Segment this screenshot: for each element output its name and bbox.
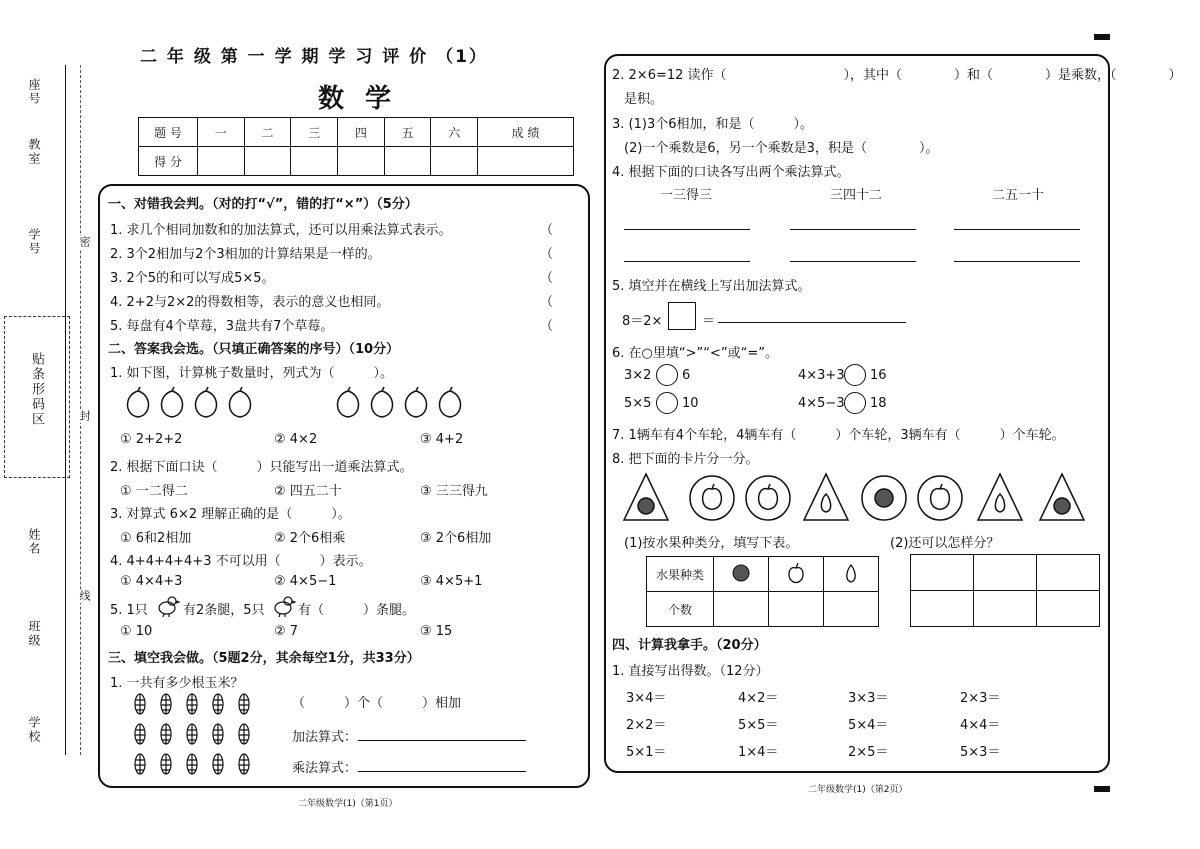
count-cell[interactable] bbox=[824, 592, 879, 627]
calc-item[interactable]: 5×1＝ bbox=[626, 745, 667, 760]
fill-q5: 5. 填空并在横线上写出加法算式。 bbox=[612, 279, 811, 294]
corn-icon bbox=[135, 694, 145, 714]
compare-left-3: 5×5 bbox=[624, 396, 652, 411]
q4-option-1[interactable]: ① 4×4+3 bbox=[120, 574, 183, 589]
class-label: 班级 bbox=[27, 620, 41, 648]
calc-item[interactable]: 3×3＝ bbox=[848, 691, 889, 706]
page2-footer: 二年级数学(1)（第2页） bbox=[808, 785, 908, 795]
corn-icon bbox=[187, 754, 197, 774]
school-label: 学校 bbox=[27, 716, 41, 744]
corn-icon bbox=[213, 724, 223, 744]
score-table bbox=[138, 117, 574, 176]
compare-circle[interactable] bbox=[844, 392, 866, 414]
score-header-cell: 成 绩 bbox=[478, 118, 574, 147]
q5-expression: 8＝2× bbox=[622, 314, 663, 329]
calc-item[interactable]: 5×5＝ bbox=[738, 718, 779, 733]
q1-option-1[interactable]: ① 2+2+2 bbox=[120, 432, 183, 447]
triangle-card-durian-icon bbox=[1040, 474, 1084, 520]
registration-mark bbox=[1094, 786, 1110, 792]
triangle-card-durian-icon bbox=[624, 474, 668, 520]
rhyme-3: 二五一十 bbox=[992, 188, 1045, 203]
q1-option-3[interactable]: ③ 4+2 bbox=[420, 432, 464, 447]
fill-q6: 6. 在○里填“>”“<”或“=”。 bbox=[612, 346, 778, 361]
rhyme-answer-line[interactable] bbox=[790, 229, 916, 230]
peach-group-left bbox=[122, 385, 262, 421]
rhyme-answer-line[interactable] bbox=[954, 261, 1080, 262]
multiplication-answer-line[interactable] bbox=[358, 771, 526, 772]
compare-left-4: 4×5−3 bbox=[798, 396, 845, 411]
corn-icon bbox=[187, 694, 197, 714]
corn-icon bbox=[213, 754, 223, 774]
grouping-cell[interactable] bbox=[974, 555, 1037, 591]
judge-item-4: 4. 2+2与2×2的得数相等，表示的意义也相同。 bbox=[110, 295, 390, 310]
calc-item[interactable]: 3×4＝ bbox=[626, 691, 667, 706]
corn-icon bbox=[135, 754, 145, 774]
choice-q1: 1. 如下图，计算桃子数量时，列式为（ ）。 bbox=[110, 366, 394, 381]
registration-mark bbox=[1094, 34, 1110, 40]
choice-q5-part3: 有（ ）条腿。 bbox=[298, 603, 416, 618]
room-label: 教室 bbox=[27, 138, 41, 166]
fill-q2-cont: 是积。 bbox=[624, 92, 664, 107]
circle-card-apple-icon bbox=[918, 476, 962, 520]
page1-footer: 二年级数学(1)（第1页） bbox=[298, 799, 398, 809]
grouping-cell[interactable] bbox=[911, 591, 974, 627]
grouping-cell[interactable] bbox=[1037, 555, 1100, 591]
corn-icon bbox=[239, 754, 249, 774]
score-cell[interactable] bbox=[244, 147, 291, 176]
fill-q3-part1: 3. (1)3个6相加，和是（ ）。 bbox=[612, 117, 813, 132]
score-header-cell: 四 bbox=[338, 118, 385, 147]
choice-q3: 3. 对算式 6×2 理解正确的是（ ）。 bbox=[110, 507, 351, 522]
q8-sub1: (1)按水果种类分，填写下表。 bbox=[624, 536, 799, 551]
chick-icon bbox=[270, 594, 296, 618]
compare-right-1: 6 bbox=[682, 368, 691, 383]
section4-title: 四、计算我拿手。（20分） bbox=[612, 638, 767, 653]
q5-answer-line[interactable] bbox=[718, 322, 906, 323]
circle-card-durian-icon bbox=[862, 476, 906, 520]
seal-char-3: 线 bbox=[78, 590, 91, 603]
fruit-cards bbox=[622, 472, 1092, 524]
count-row-label: 个数 bbox=[647, 592, 714, 627]
rhyme-answer-line[interactable] bbox=[624, 229, 750, 230]
fill-q4: 4. 根据下面的口诀各写出两个乘法算式。 bbox=[612, 165, 850, 180]
judge-item-5: 5. 每盘有4个草莓，3盘共有7个草莓。 bbox=[110, 319, 334, 334]
compare-right-3: 10 bbox=[682, 396, 699, 411]
student-number-label: 学号 bbox=[27, 228, 41, 256]
q2-option-1[interactable]: ① 一二得二 bbox=[120, 484, 188, 499]
rhyme-answer-line[interactable] bbox=[954, 229, 1080, 230]
answer-paren[interactable]: （ bbox=[540, 319, 554, 334]
corn-icon bbox=[161, 694, 171, 714]
choice-q5-part1: 5. 1只 bbox=[110, 603, 148, 618]
peach-icon bbox=[406, 387, 427, 417]
q4-option-3[interactable]: ③ 4×5+1 bbox=[420, 574, 483, 589]
apple-icon bbox=[769, 557, 824, 592]
seat-label: 座号 bbox=[27, 78, 41, 106]
score-header-cell: 三 bbox=[291, 118, 338, 147]
calc-item[interactable]: 2×3＝ bbox=[960, 691, 1001, 706]
q5-option-2[interactable]: ② 7 bbox=[274, 624, 299, 639]
triangle-card-pear-icon bbox=[978, 474, 1022, 520]
score-header-cell: 一 bbox=[198, 118, 245, 147]
circle-card-apple-icon bbox=[690, 476, 734, 520]
calc-item[interactable]: 4×4＝ bbox=[960, 718, 1001, 733]
score-header-cell: 六 bbox=[431, 118, 478, 147]
section2-title: 二、答案我会选。（只填正确答案的序号）（10分） bbox=[108, 342, 400, 357]
choice-q2: 2. 根据下面口诀（ ）只能写出一道乘法算式。 bbox=[110, 460, 413, 475]
answer-paren[interactable]: （ bbox=[540, 271, 554, 286]
corn-icon bbox=[239, 694, 249, 714]
fill-q8: 8. 把下面的卡片分一分。 bbox=[612, 452, 759, 467]
score-row-label: 得 分 bbox=[139, 147, 198, 176]
calc-item[interactable]: 1×4＝ bbox=[738, 745, 779, 760]
fill-q7: 7. 1辆车有4个车轮，4辆车有（ ）个车轮，3辆车有（ ）个车轮。 bbox=[612, 428, 1065, 443]
rhyme-2: 三四十二 bbox=[830, 188, 883, 203]
corn-icon bbox=[161, 724, 171, 744]
grouping-cell[interactable] bbox=[911, 555, 974, 591]
corn-grid bbox=[130, 692, 260, 776]
barcode-label: 贴条形码区 bbox=[29, 352, 44, 427]
rhyme-answer-line[interactable] bbox=[790, 261, 916, 262]
q3-option-2[interactable]: ② 2个6相乘 bbox=[274, 531, 346, 546]
corn-icon bbox=[135, 724, 145, 744]
name-label: 姓名 bbox=[27, 528, 41, 556]
peach-icon bbox=[196, 387, 217, 417]
choice-q5-part2: 有2条腿，5只 bbox=[183, 603, 265, 618]
peach-icon bbox=[372, 387, 393, 417]
q5-option-1[interactable]: ① 10 bbox=[120, 624, 153, 639]
judge-item-3: 3. 2个5的和可以写成5×5。 bbox=[110, 271, 275, 286]
q1-option-2[interactable]: ② 4×2 bbox=[274, 432, 318, 447]
answer-paren[interactable]: （ bbox=[540, 223, 554, 238]
calc-q1: 1. 直接写出得数。（12分） bbox=[612, 664, 769, 679]
peach-group-right bbox=[332, 385, 472, 421]
count-cell[interactable] bbox=[714, 592, 769, 627]
corn-icon bbox=[187, 724, 197, 744]
fruit-type-header: 水果种类 bbox=[647, 557, 714, 592]
grouping-cell[interactable] bbox=[974, 591, 1037, 627]
corn-icon bbox=[213, 694, 223, 714]
q2-option-3[interactable]: ③ 三三得九 bbox=[420, 484, 488, 499]
fruit-count-table bbox=[646, 556, 879, 627]
score-header-cell: 五 bbox=[384, 118, 431, 147]
peach-icon bbox=[230, 387, 251, 417]
calc-item[interactable]: 4×2＝ bbox=[738, 691, 779, 706]
q5-equals: ＝ bbox=[702, 314, 716, 329]
q3-option-3[interactable]: ③ 2个6相加 bbox=[420, 531, 492, 546]
calc-item[interactable]: 5×3＝ bbox=[960, 745, 1001, 760]
score-cell[interactable] bbox=[338, 147, 385, 176]
peach-icon bbox=[440, 387, 461, 417]
section1-title: 一、对错我会判。（对的打“√”，错的打“×”）（5分） bbox=[108, 197, 418, 212]
compare-left-2: 4×3+3 bbox=[798, 368, 845, 383]
section3-title: 三、填空我会做。（5题2分，其余每空1分，共33分） bbox=[108, 651, 420, 666]
chick-icon bbox=[154, 594, 180, 618]
calc-item[interactable]: 2×5＝ bbox=[848, 745, 889, 760]
fill-q1: 1. 一共有多少根玉米？ bbox=[110, 676, 244, 691]
q2-option-2[interactable]: ② 四五二十 bbox=[274, 484, 342, 499]
addition-answer-line[interactable] bbox=[358, 740, 526, 741]
fill-q2: 2. 2×6=12 读作（ ），其中（ ）和（ ）是乘数，（ ） bbox=[612, 68, 1182, 83]
rhyme-1: 一三得三 bbox=[660, 188, 713, 203]
calc-item[interactable]: 2×2＝ bbox=[626, 718, 667, 733]
compare-right-2: 16 bbox=[870, 368, 887, 383]
rhyme-answer-line[interactable] bbox=[624, 261, 750, 262]
score-cell[interactable] bbox=[384, 147, 431, 176]
q4-option-2[interactable]: ② 4×5−1 bbox=[274, 574, 337, 589]
compare-left-1: 3×2 bbox=[624, 368, 652, 383]
grouping-cell[interactable] bbox=[1037, 591, 1100, 627]
answer-paren[interactable]: （ bbox=[540, 247, 554, 262]
seal-char-1: 密 bbox=[78, 236, 91, 249]
score-cell[interactable] bbox=[478, 147, 574, 176]
peach-icon bbox=[338, 387, 359, 417]
score-cell[interactable] bbox=[291, 147, 338, 176]
answer-paren[interactable]: （ bbox=[540, 295, 554, 310]
addition-label: 加法算式： bbox=[292, 730, 358, 745]
compare-circle[interactable] bbox=[656, 392, 678, 414]
peach-icon bbox=[162, 387, 183, 417]
compare-circle[interactable] bbox=[844, 364, 866, 386]
score-header-cell: 题 号 bbox=[139, 118, 198, 147]
q3-option-1[interactable]: ① 6和2相加 bbox=[120, 531, 192, 546]
exam-title: 二 年 级 第 一 学 期 学 习 评 价 （1） bbox=[140, 47, 488, 67]
other-grouping-table bbox=[910, 554, 1100, 627]
score-cell[interactable] bbox=[431, 147, 478, 176]
judge-item-1: 1. 求几个相同加数和的加法算式，还可以用乘法算式表示。 bbox=[110, 223, 452, 238]
score-cell[interactable] bbox=[198, 147, 245, 176]
triangle-card-pear-icon bbox=[804, 474, 848, 520]
judge-item-2: 2. 3个2相加与2个3相加的计算结果是一样的。 bbox=[110, 247, 381, 262]
compare-right-4: 18 bbox=[870, 396, 887, 411]
fill-q3-part2: (2)一个乘数是6，另一个乘数是3，积是（ ）。 bbox=[624, 141, 939, 156]
corn-icon bbox=[161, 754, 171, 774]
seal-char-2: 封 bbox=[78, 410, 91, 423]
peach-icon bbox=[128, 387, 149, 417]
q5-answer-box[interactable] bbox=[668, 302, 696, 330]
choice-q4: 4. 4+4+4+4+3 不可以用（ ）表示。 bbox=[110, 554, 372, 569]
count-cell[interactable] bbox=[769, 592, 824, 627]
corn-blank[interactable]: （ ）个（ ）相加 bbox=[292, 696, 462, 711]
multiplication-label: 乘法算式： bbox=[292, 761, 358, 776]
subject-title: 数 学 bbox=[318, 84, 398, 114]
pear-icon bbox=[824, 557, 879, 592]
q8-sub2: (2)还可以怎样分？ bbox=[890, 536, 1000, 551]
corn-icon bbox=[239, 724, 249, 744]
durian-icon bbox=[714, 557, 769, 592]
q5-option-3[interactable]: ③ 15 bbox=[420, 624, 453, 639]
score-header-cell: 二 bbox=[244, 118, 291, 147]
circle-card-apple-icon bbox=[746, 476, 790, 520]
calc-item[interactable]: 5×4＝ bbox=[848, 718, 889, 733]
compare-circle[interactable] bbox=[656, 364, 678, 386]
